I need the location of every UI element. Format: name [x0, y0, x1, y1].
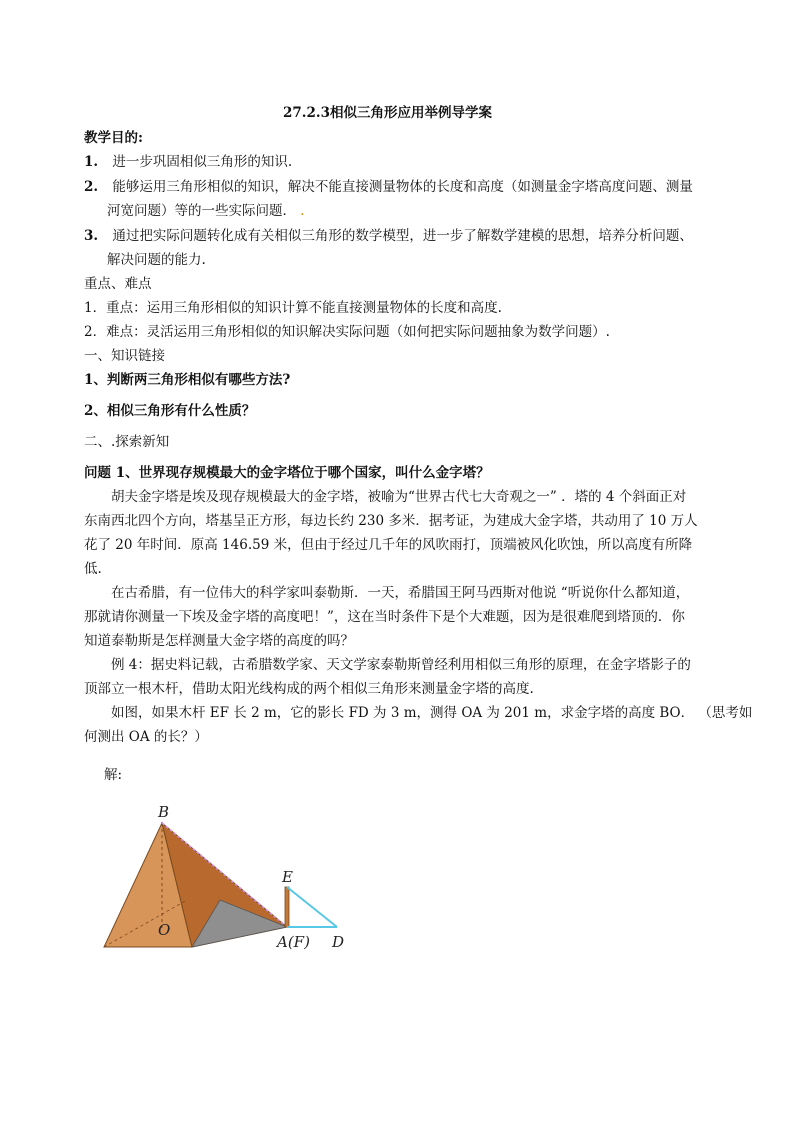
stray-dot: . — [296, 203, 305, 219]
label-o: O — [158, 921, 171, 939]
para1-line3: 花了 20 年时间．原高 146.59 米，但由于经过几千年的风吹雨打，顶端被风化吹蚀，所以高度有所降 — [84, 537, 693, 553]
key-points-heading: 重点、难点 — [84, 276, 152, 292]
objective-2-line2: 河宽问题）等的一些实际问题． — [107, 203, 296, 219]
section2-heading: 二、.探索新知 — [84, 434, 170, 450]
solution-label: 解: — [104, 767, 123, 783]
section1-question-1: 1、判断两三角形相似有哪些方法? — [84, 372, 291, 388]
para2-line2: 那就请你测量一下埃及金字塔的高度吧！”，这在当时条件下是个大难题，因为是很难爬到塔顶的．你 — [84, 609, 685, 625]
para2-line3: 知道泰勒斯是怎样测量大金字塔的高度的吗？ — [84, 633, 354, 649]
objective-3-num: 3. — [84, 228, 99, 244]
example-line1: 例 4：据史料记载，古希腊数学家、天文学家泰勒斯曾经利用相似三角形的原理，在金字塔影子的 — [111, 657, 691, 673]
objective-2-num: 2. — [84, 179, 99, 195]
page-title: 27.2.3相似三角形应用举例导学案 — [283, 105, 492, 121]
objective-1-text: 进一步巩固相似三角形的知识. — [112, 154, 293, 170]
pyramid-figure — [92, 795, 392, 960]
label-e: E — [282, 868, 293, 886]
section2-question: 问题 1、世界现存规模最大的金字塔位于哪个国家，叫什么金字塔？ — [84, 465, 490, 481]
problem-line1: 如图，如果木杆 EF 长 2 m，它的影长 FD 为 3 m，测得 OA 为 201 m，求金字塔的高度 BO． （思考如 — [111, 705, 753, 721]
objective-2 — [84, 177, 693, 197]
objectives-heading: 教学目的: — [84, 130, 143, 146]
objective-1 — [84, 152, 292, 172]
section1-question-2: 2、相似三角形有什么性质？ — [84, 403, 256, 419]
example-line2: 顶部立一根木杆，借助太阳光线构成的两个相似三角形来测量金字塔的高度. — [84, 681, 534, 697]
objective-2-cont — [107, 201, 305, 221]
section1-heading: 一、知识链接 — [84, 348, 165, 364]
key-point-1: 1．重点：运用三角形相似的知识计算不能直接测量物体的长度和高度. — [84, 300, 502, 316]
key-point-2: 2．难点：灵活运用三角形相似的知识解决实际问题（如何把实际问题抽象为数学问题）. — [84, 324, 610, 340]
objective-3-line1: 通过把实际问题转化成有关相似三角形的数学模型，进一步了解数学建模的思想，培养分析问题、 — [112, 228, 693, 244]
objective-2-line1: 能够运用三角形相似的知识，解决不能直接测量物体的长度和高度（如测量金字塔高度问题、测量 — [112, 179, 693, 195]
para1-line2: 东南西北四个方向，塔基呈正方形，每边长约 230 多米．据考证，为建成大金字塔，共动用了 10 万人 — [84, 513, 698, 529]
objective-1-num: 1. — [84, 154, 99, 170]
para2-line1: 在古希腊，有一位伟大的科学家叫泰勒斯．一天，希腊国王阿马西斯对他说 “听说你什么都知道， — [111, 585, 690, 601]
objective-3 — [84, 226, 693, 246]
label-d: D — [332, 933, 345, 951]
label-b: B — [158, 803, 170, 821]
pole-ef — [285, 887, 289, 927]
para1-line1: 胡夫金字塔是埃及现存规模最大的金字塔，被喻为“世界古代七大奇观之一” ．塔的 4 个斜面正对 — [111, 489, 687, 505]
objective-3-line2: 解决问题的能力. — [107, 252, 206, 268]
label-af: A(F) — [277, 933, 310, 951]
problem-line2: 何测出 OA 的长？） — [84, 729, 208, 745]
small-triangle-hypotenuse — [287, 887, 337, 927]
para1-line4: 低. — [84, 561, 102, 577]
